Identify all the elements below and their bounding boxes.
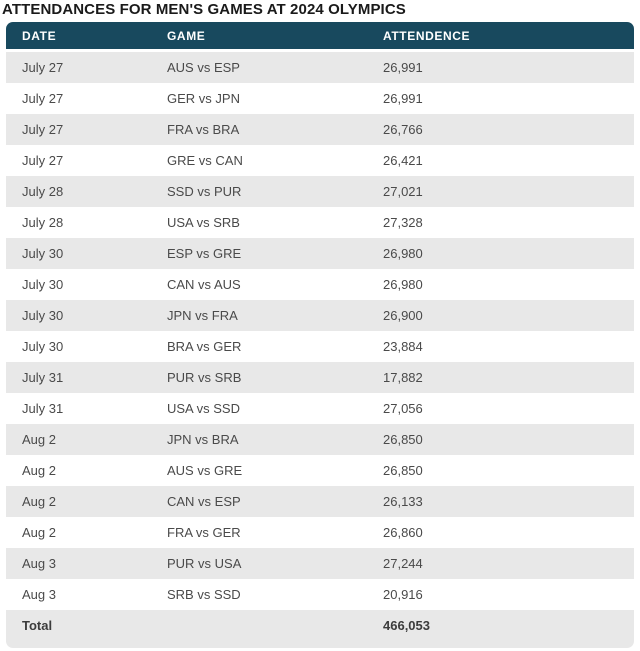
- table-total-row: [6, 610, 634, 640]
- table-row: [6, 362, 634, 393]
- cell-date: July 28: [22, 215, 64, 230]
- table-row: [6, 424, 634, 455]
- column-header-attendence: ATTENDENCE: [383, 28, 471, 43]
- cell-game: CAN vs ESP: [167, 494, 241, 509]
- cell-date: July 30: [22, 246, 64, 261]
- table-row: [6, 455, 634, 486]
- total-label: Total: [22, 617, 53, 633]
- cell-attendance: 26,991: [383, 91, 423, 106]
- cell-attendance: 26,133: [383, 494, 423, 509]
- table-row: [6, 548, 634, 579]
- cell-game: BRA vs GER: [167, 339, 242, 354]
- cell-game: AUS vs GRE: [167, 463, 243, 478]
- cell-game: FRA vs BRA: [167, 122, 240, 137]
- cell-attendance: 27,021: [383, 184, 423, 199]
- cell-attendance: 17,882: [383, 370, 423, 385]
- cell-game: SRB vs SSD: [167, 587, 241, 602]
- table-row: [6, 207, 634, 238]
- column-header-date: DATE: [22, 28, 57, 43]
- table-row: [6, 300, 634, 331]
- cell-attendance: 26,980: [383, 277, 423, 292]
- table-header-row: [6, 22, 634, 49]
- cell-game: FRA vs GER: [167, 525, 241, 540]
- cell-date: July 30: [22, 308, 64, 323]
- cell-attendance: 26,900: [383, 308, 423, 323]
- table-row: [6, 83, 634, 114]
- cell-date: July 27: [22, 122, 64, 137]
- cell-game: USA vs SRB: [167, 215, 240, 230]
- cell-attendance: 27,244: [383, 556, 423, 571]
- total-value: 466,053: [383, 617, 430, 633]
- cell-attendance: 26,860: [383, 525, 423, 540]
- attendance-table: [6, 22, 634, 648]
- cell-date: July 27: [22, 91, 64, 106]
- table-footer-edge: [6, 640, 634, 648]
- cell-game: ESP vs GRE: [167, 246, 242, 261]
- table-row: [6, 517, 634, 548]
- cell-date: July 30: [22, 277, 64, 292]
- cell-attendance: 26,421: [383, 153, 423, 168]
- table-body: [6, 52, 634, 610]
- cell-game: USA vs SSD: [167, 401, 240, 416]
- cell-date: Aug 2: [22, 432, 56, 447]
- cell-attendance: 26,766: [383, 122, 423, 137]
- cell-attendance: 26,850: [383, 432, 423, 447]
- table-row: [6, 393, 634, 424]
- table-row: [6, 269, 634, 300]
- cell-attendance: 20,916: [383, 587, 423, 602]
- cell-attendance: 26,991: [383, 60, 423, 75]
- table-row: [6, 486, 634, 517]
- cell-game: PUR vs SRB: [167, 370, 242, 385]
- table-row: [6, 52, 634, 83]
- table-row: [6, 176, 634, 207]
- cell-date: Aug 3: [22, 587, 56, 602]
- cell-game: AUS vs ESP: [167, 60, 240, 75]
- cell-attendance: 27,328: [383, 215, 423, 230]
- cell-attendance: 27,056: [383, 401, 423, 416]
- table-row: [6, 145, 634, 176]
- cell-attendance: 26,980: [383, 246, 423, 261]
- page-title: ATTENDANCES FOR MEN'S GAMES AT 2024 OLYMPICS: [2, 1, 406, 18]
- cell-date: July 28: [22, 184, 64, 199]
- cell-date: Aug 3: [22, 556, 56, 571]
- cell-game: SSD vs PUR: [167, 184, 242, 199]
- cell-date: July 31: [22, 401, 64, 416]
- table-row: [6, 579, 634, 610]
- cell-date: July 27: [22, 153, 64, 168]
- table-row: [6, 114, 634, 145]
- column-header-game: GAME: [167, 28, 206, 43]
- cell-date: Aug 2: [22, 463, 56, 478]
- cell-date: Aug 2: [22, 525, 56, 540]
- cell-game: PUR vs USA: [167, 556, 242, 571]
- cell-date: July 30: [22, 339, 64, 354]
- cell-game: GRE vs CAN: [167, 153, 243, 168]
- cell-date: July 31: [22, 370, 64, 385]
- cell-game: JPN vs BRA: [167, 432, 239, 447]
- cell-game: CAN vs AUS: [167, 277, 241, 292]
- table-row: [6, 331, 634, 362]
- table-row: [6, 238, 634, 269]
- cell-date: Aug 2: [22, 494, 56, 509]
- cell-date: July 27: [22, 60, 64, 75]
- cell-attendance: 23,884: [383, 339, 423, 354]
- cell-game: GER vs JPN: [167, 91, 240, 106]
- cell-attendance: 26,850: [383, 463, 423, 478]
- cell-game: JPN vs FRA: [167, 308, 238, 323]
